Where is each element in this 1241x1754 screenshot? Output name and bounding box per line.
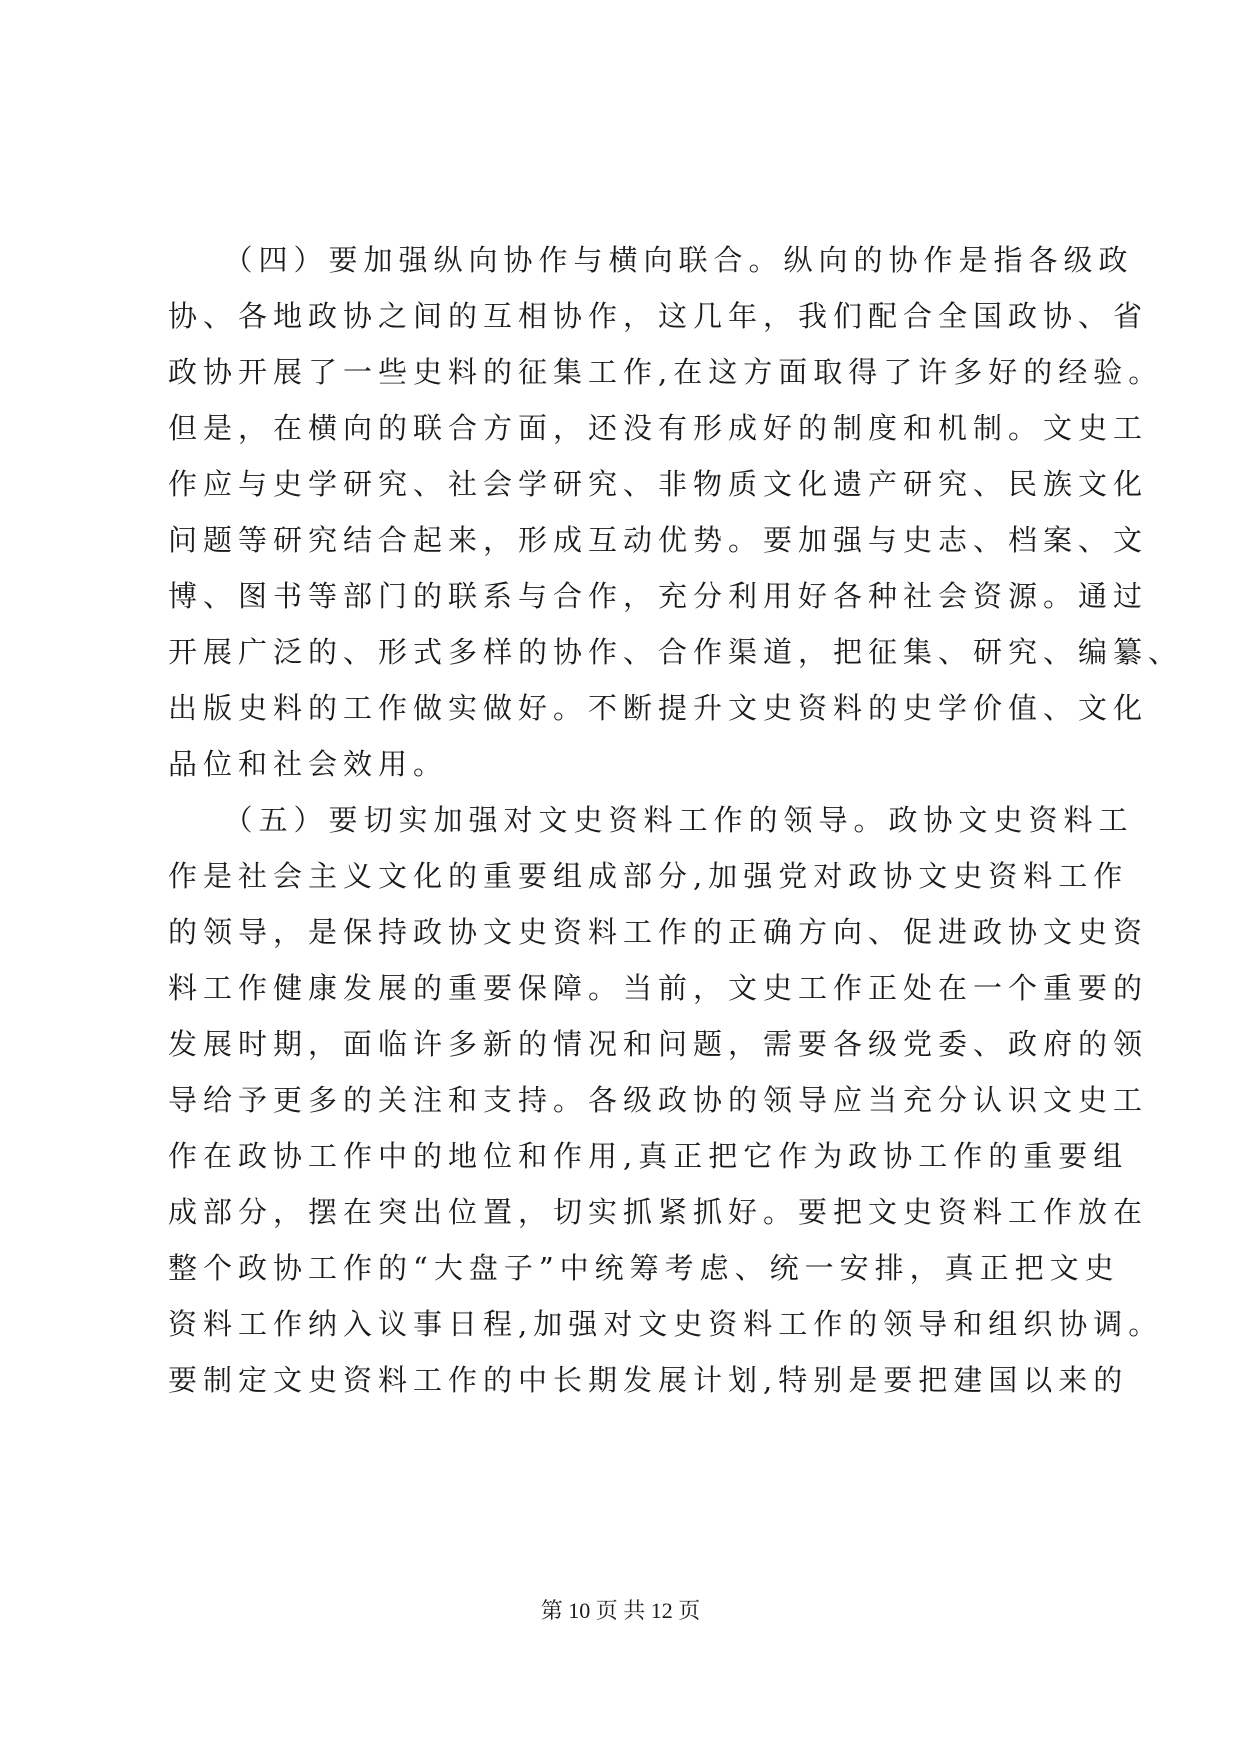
text-line: 出版史料的工作做实做好。不断提升文史资料的史学价值、文化 bbox=[168, 691, 1149, 725]
text-line: 成部分，摆在突出位置，切实抓紧抓好。要把文史资料工作放在 bbox=[168, 1195, 1149, 1229]
page-number-footer: 第 10 页 共 12 页 bbox=[540, 1598, 701, 1623]
text-line: 政协开展了一些史料的征集工作,在这方面取得了许多好的经验。 bbox=[168, 355, 1164, 389]
text-line: 料工作健康发展的重要保障。当前，文史工作正处在一个重要的 bbox=[168, 971, 1149, 1005]
text-line: 发展时期，面临许多新的情况和问题，需要各级党委、政府的领 bbox=[168, 1027, 1149, 1061]
text-line: 协、各地政协之间的互相协作，这几年，我们配合全国政协、省 bbox=[168, 299, 1149, 333]
text-line: 品位和社会效用。 bbox=[168, 747, 449, 781]
text-line: 开展广泛的、形式多样的协作、合作渠道，把征集、研究、编纂、 bbox=[168, 635, 1184, 669]
text-line: 资料工作纳入议事日程,加强对文史资料工作的领导和组织协调。 bbox=[168, 1307, 1164, 1341]
text-line: （五）要切实加强对文史资料工作的领导。政协文史资料工 bbox=[168, 803, 1134, 837]
text-line: 但是，在横向的联合方面，还没有形成好的制度和机制。文史工 bbox=[168, 411, 1149, 445]
text-line: 作应与史学研究、社会学研究、非物质文化遗产研究、民族文化 bbox=[168, 467, 1149, 501]
text-line: 问题等研究结合起来，形成互动优势。要加强与史志、档案、文 bbox=[168, 523, 1149, 557]
text-line: 的领导，是保持政协文史资料工作的正确方向、促进政协文史资 bbox=[168, 915, 1149, 949]
text-line: 要制定文史资料工作的中长期发展计划,特别是要把建国以来的 bbox=[168, 1363, 1129, 1397]
text-line: 导给予更多的关注和支持。各级政协的领导应当充分认识文史工 bbox=[168, 1083, 1149, 1117]
text-line: 整个政协工作的“大盘子”中统筹考虑、统一安排，真正把文史 bbox=[168, 1251, 1120, 1285]
text-line: 作是社会主义文化的重要组成部分,加强党对政协文史资料工作 bbox=[168, 859, 1129, 893]
text-line: （四）要加强纵向协作与横向联合。纵向的协作是指各级政 bbox=[168, 243, 1134, 277]
text-line: 作在政协工作中的地位和作用,真正把它作为政协工作的重要组 bbox=[168, 1139, 1129, 1173]
body-text bbox=[168, 232, 1184, 1408]
text-line: 博、图书等部门的联系与合作，充分利用好各种社会资源。通过 bbox=[168, 579, 1149, 613]
